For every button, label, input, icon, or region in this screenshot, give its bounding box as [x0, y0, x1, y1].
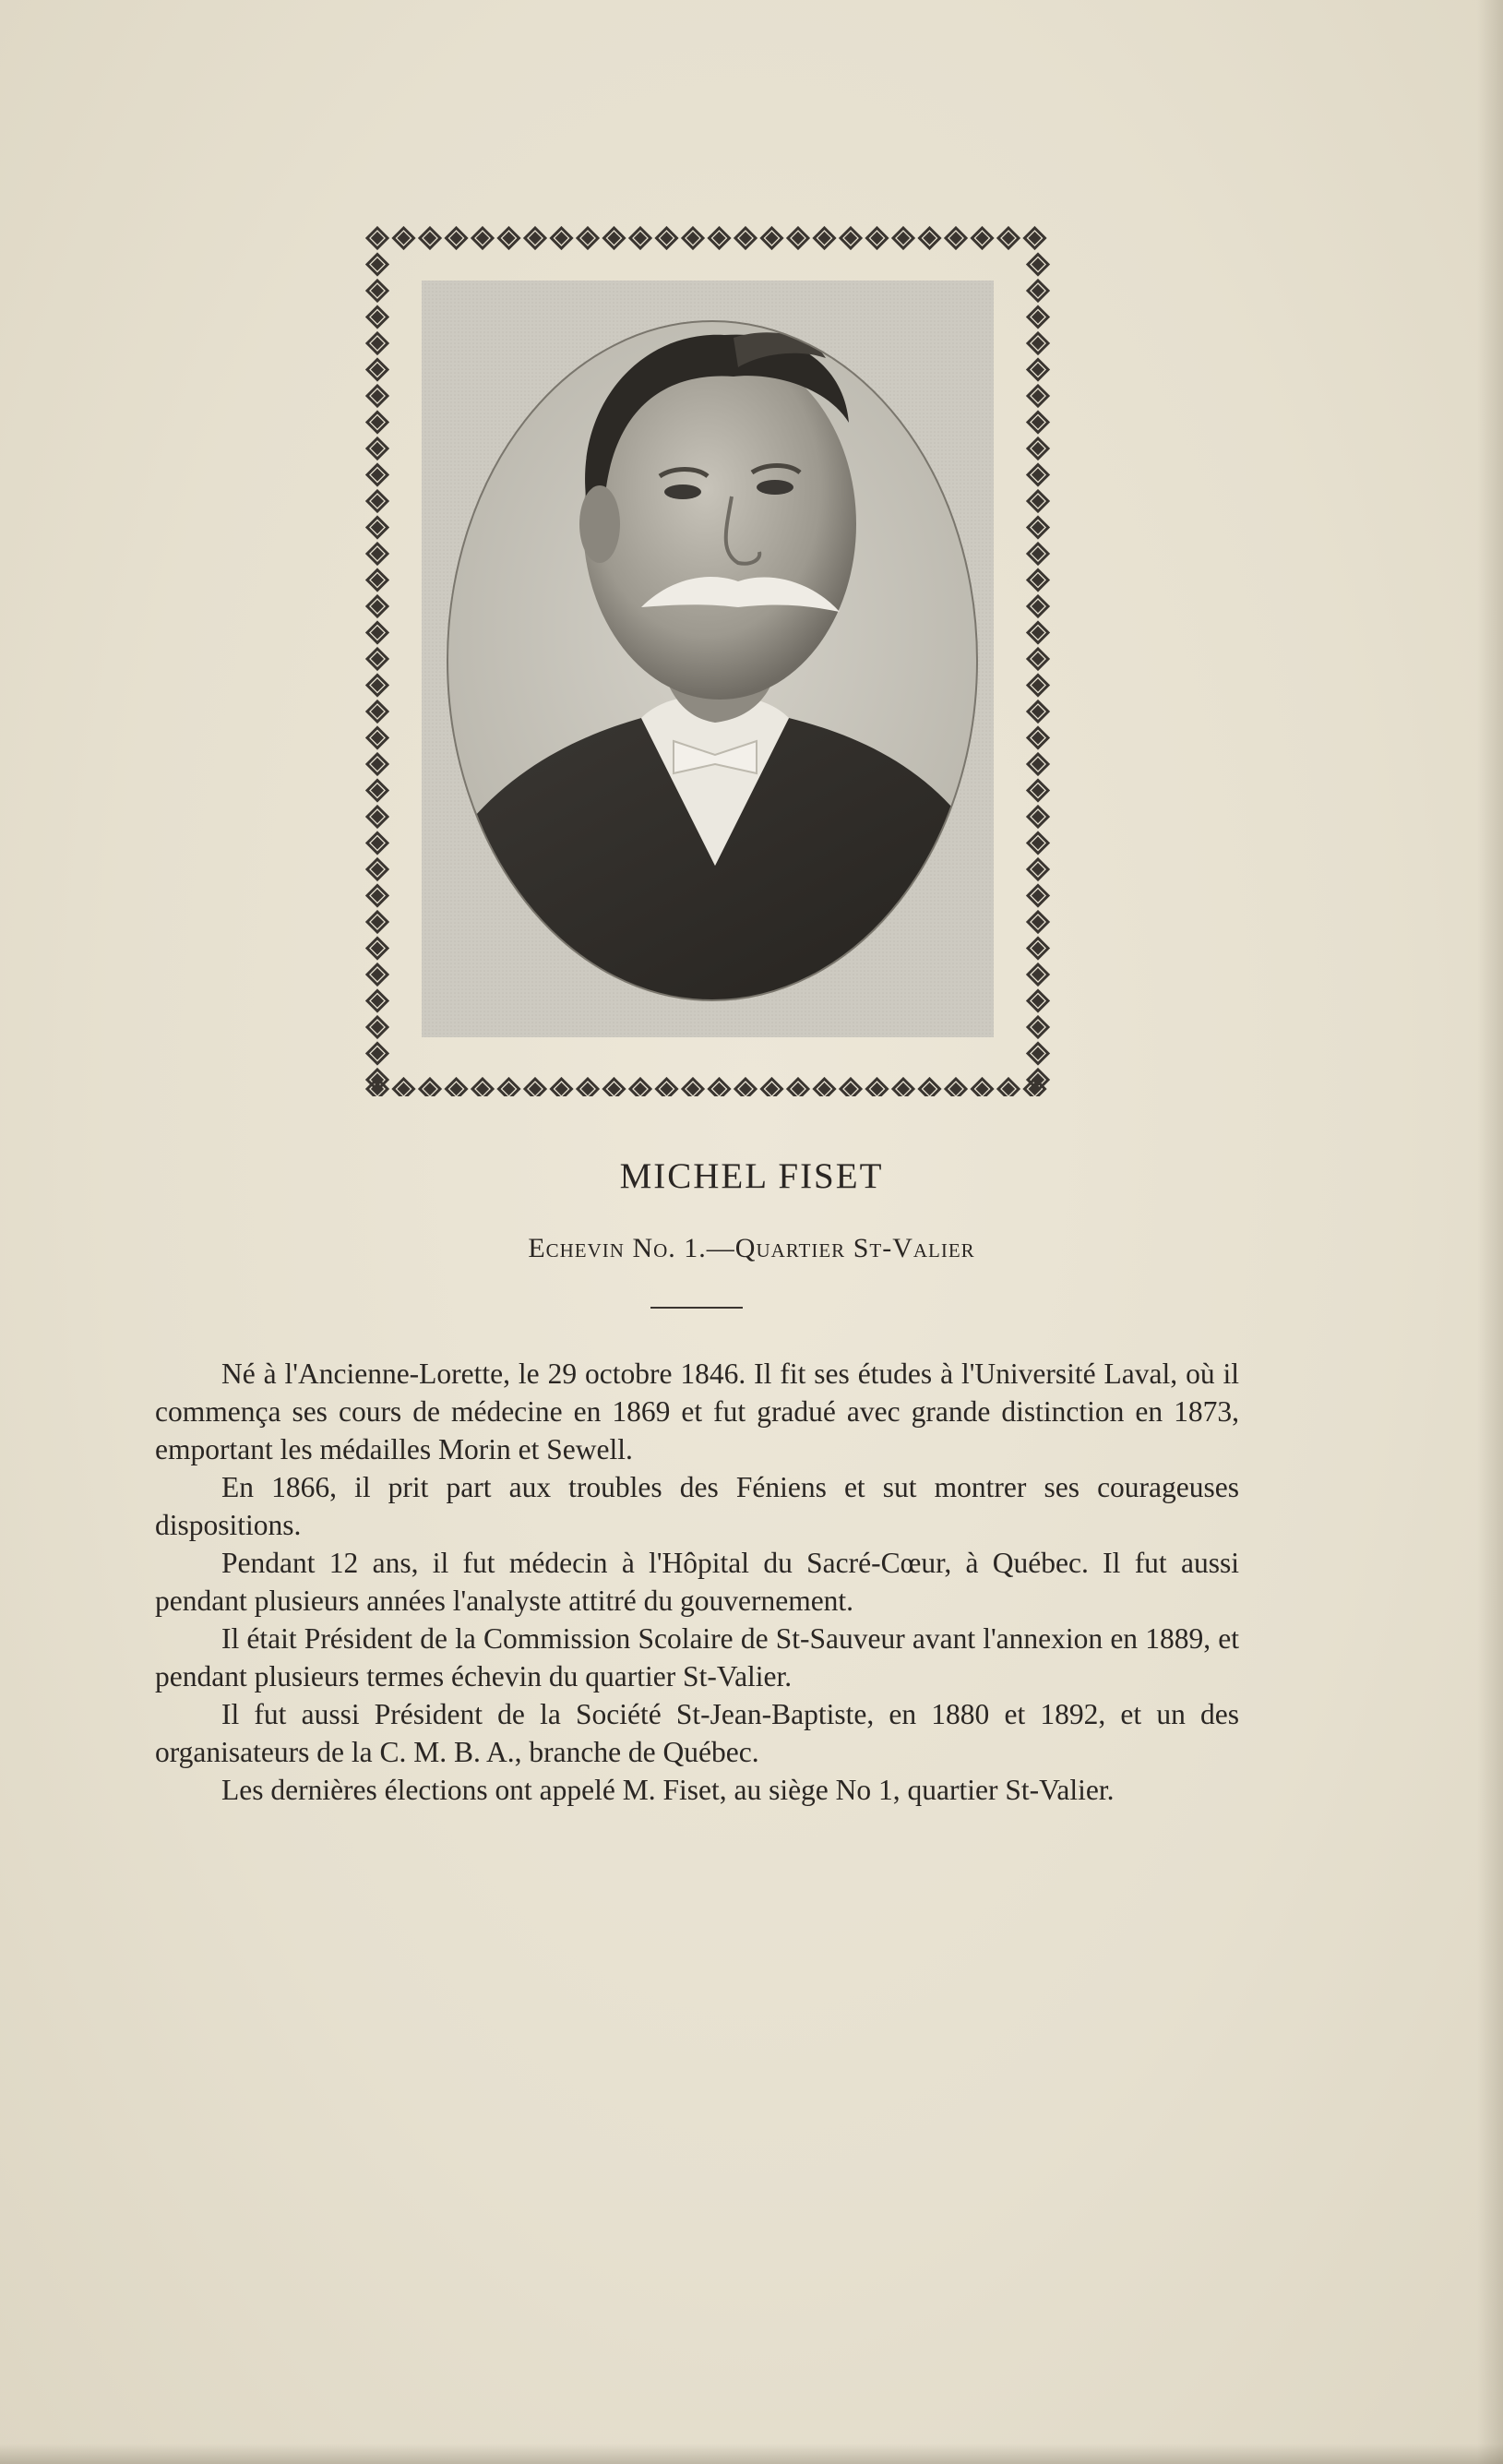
diamond-ornament-center: [899, 233, 908, 243]
diamond-ornament-center: [373, 812, 382, 821]
diamond-ornament-center: [978, 233, 987, 243]
portrait-frame: [364, 220, 1052, 1096]
biography-text: [155, 1355, 1239, 1809]
bio-paragraph: Né à l'Ancienne-Lorette, le 29 octobre 1846. Il fit ses études à l'Université Laval, où il commença ses cours de médecine en 1869 et fut gradué avec grande distinction en 1873, emportant les médailles Morin et Sewell.: [155, 1358, 1239, 1465]
portrait-illustration: [364, 220, 1052, 1096]
diamond-ornament-center: [373, 602, 382, 611]
diamond-ornament-center: [741, 233, 750, 243]
diamond-ornament-center: [636, 233, 645, 243]
diamond-ornament-center: [1033, 418, 1043, 427]
diamond-ornament-center: [610, 233, 619, 243]
diamond-ornament-center: [373, 944, 382, 953]
diamond-ornament-center: [715, 233, 724, 243]
diamond-ornament-center: [1033, 786, 1043, 795]
diamond-ornament-center: [925, 1084, 935, 1094]
diamond-ornament-center: [846, 1084, 855, 1094]
diamond-ornament-center: [425, 233, 435, 243]
diamond-ornament-center: [1033, 734, 1043, 743]
diamond-ornament-center: [373, 1075, 382, 1084]
diamond-ornament-center: [373, 839, 382, 848]
diamond-ornament-center: [1033, 839, 1043, 848]
diamond-ornament-center: [452, 233, 461, 243]
diamond-ornament-center: [1033, 391, 1043, 401]
diamond-ornament-center: [583, 233, 592, 243]
diamond-ornament-center: [400, 233, 409, 243]
diamond-ornament-center: [715, 1084, 724, 1094]
diamond-ornament-center: [505, 1084, 514, 1094]
diamond-ornament-center: [1033, 602, 1043, 611]
person-name: MICHEL FISET: [619, 1156, 884, 1196]
person-title: Echevin No. 1.—Quartier St-Valier: [528, 1233, 975, 1263]
diamond-ornament-center: [1033, 970, 1043, 979]
diamond-ornament-center: [1004, 1084, 1013, 1094]
diamond-ornament-center: [373, 260, 382, 269]
diamond-ornament-center: [373, 576, 382, 585]
diamond-ornament-center: [373, 523, 382, 532]
diamond-ornament-center: [978, 1084, 987, 1094]
diamond-ornament-center: [373, 654, 382, 664]
diamond-ornament-center: [873, 233, 882, 243]
diamond-ornament-center: [373, 444, 382, 453]
bio-paragraph: Il fut aussi Président de la Société St-Jean-Baptiste, en 1880 et 1892, et un des organisateurs de la C. M. B. A., branche de Québec.: [155, 1698, 1239, 1768]
diamond-ornament-center: [768, 1084, 777, 1094]
diamond-ornament-center: [793, 1084, 803, 1094]
diamond-ornament-center: [373, 496, 382, 506]
diamond-ornament-center: [400, 1084, 409, 1094]
bio-paragraph: Il était Président de la Commission Scolaire de St-Sauveur avant l'annexion en 1889, et pendant plusieurs termes échevin du quartier St-Valier.: [155, 1622, 1239, 1693]
diamond-ornament-center: [373, 391, 382, 401]
diamond-ornament-center: [373, 628, 382, 638]
diamond-ornament-center: [1033, 997, 1043, 1006]
diamond-ornament-center: [1004, 233, 1013, 243]
bio-paragraph: Pendant 12 ans, il fut médecin à l'Hôpital du Sacré-Cœur, à Québec. Il fut aussi pendant plusieurs années l'analyste attitré du gouvernement.: [155, 1547, 1239, 1617]
diamond-ornament-center: [793, 233, 803, 243]
diamond-ornament-center: [899, 1084, 908, 1094]
diamond-ornament-center: [1033, 286, 1043, 295]
diamond-ornament-center: [1033, 523, 1043, 532]
diamond-ornament-center: [452, 1084, 461, 1094]
diamond-ornament-center: [951, 233, 960, 243]
diamond-ornament-center: [925, 233, 935, 243]
diamond-ornament-center: [768, 233, 777, 243]
diamond-ornament-center: [636, 1084, 645, 1094]
diamond-ornament-center: [373, 707, 382, 716]
diamond-ornament-center: [1031, 233, 1040, 243]
diamond-ornament-center: [373, 891, 382, 901]
diamond-ornament-center: [1033, 471, 1043, 480]
diamond-ornament-center: [373, 681, 382, 690]
bio-paragraph: En 1866, il prit part aux troubles des Féniens et sut montrer ses courageuses dispositions.: [155, 1471, 1239, 1541]
diamond-ornament-center: [1033, 812, 1043, 821]
diamond-ornament-center: [373, 549, 382, 558]
diamond-ornament-center: [1033, 1049, 1043, 1059]
diamond-ornament-center: [741, 1084, 750, 1094]
diamond-ornament-center: [478, 1084, 487, 1094]
diamond-ornament-center: [688, 233, 698, 243]
diamond-ornament-center: [820, 233, 829, 243]
diamond-ornament-center: [1033, 891, 1043, 901]
diamond-ornament-center: [373, 786, 382, 795]
diamond-ornament-center: [688, 1084, 698, 1094]
diamond-ornament-center: [1033, 1075, 1043, 1084]
diamond-ornament-center: [1033, 865, 1043, 874]
diamond-ornament-center: [531, 1084, 540, 1094]
diamond-ornament-center: [557, 1084, 567, 1094]
page-bottom-edge: [0, 2444, 1503, 2464]
diamond-ornament-center: [373, 471, 382, 480]
diamond-ornament-center: [373, 1049, 382, 1059]
diamond-ornament-center: [373, 760, 382, 769]
diamond-ornament-center: [557, 233, 567, 243]
diamond-ornament-center: [1033, 628, 1043, 638]
diamond-ornament-center: [478, 233, 487, 243]
diamond-ornament-center: [373, 313, 382, 322]
diamond-ornament-center: [1033, 444, 1043, 453]
diamond-ornament-center: [1033, 260, 1043, 269]
diamond-ornament-center: [1033, 576, 1043, 585]
diamond-ornament-center: [820, 1084, 829, 1094]
diamond-ornament-center: [373, 970, 382, 979]
divider-rule: [650, 1307, 743, 1309]
diamond-ornament-center: [1033, 365, 1043, 375]
diamond-ornament-center: [951, 1084, 960, 1094]
diamond-ornament-center: [610, 1084, 619, 1094]
diamond-ornament-center: [1033, 760, 1043, 769]
diamond-ornament-center: [1033, 496, 1043, 506]
diamond-ornament-center: [531, 233, 540, 243]
diamond-ornament-center: [373, 997, 382, 1006]
diamond-ornament-center: [1033, 1023, 1043, 1032]
diamond-ornament-center: [1033, 339, 1043, 348]
page-edge-shadow: [1477, 0, 1503, 2464]
diamond-ornament-center: [1033, 944, 1043, 953]
diamond-ornament-center: [373, 286, 382, 295]
diamond-ornament-center: [505, 233, 514, 243]
diamond-ornament-center: [1033, 917, 1043, 927]
diamond-ornament-center: [373, 233, 382, 243]
diamond-ornament-center: [1033, 549, 1043, 558]
diamond-ornament-center: [846, 233, 855, 243]
diamond-ornament-center: [373, 865, 382, 874]
diamond-ornament-center: [373, 1023, 382, 1032]
diamond-ornament-center: [425, 1084, 435, 1094]
diamond-ornament-center: [373, 917, 382, 927]
diamond-ornament-center: [373, 365, 382, 375]
diamond-ornament-center: [373, 734, 382, 743]
bio-paragraph: Les dernières élections ont appelé M. Fiset, au siège No 1, quartier St-Valier.: [221, 1774, 1115, 1806]
diamond-ornament-center: [373, 339, 382, 348]
diamond-ornament-center: [1033, 681, 1043, 690]
diamond-ornament-center: [583, 1084, 592, 1094]
diamond-ornament-center: [1033, 654, 1043, 664]
diamond-ornament-center: [662, 1084, 672, 1094]
diamond-ornament-center: [1033, 313, 1043, 322]
diamond-ornament-center: [873, 1084, 882, 1094]
diamond-ornament-center: [662, 233, 672, 243]
diamond-ornament-center: [1033, 707, 1043, 716]
diamond-ornament-center: [373, 418, 382, 427]
